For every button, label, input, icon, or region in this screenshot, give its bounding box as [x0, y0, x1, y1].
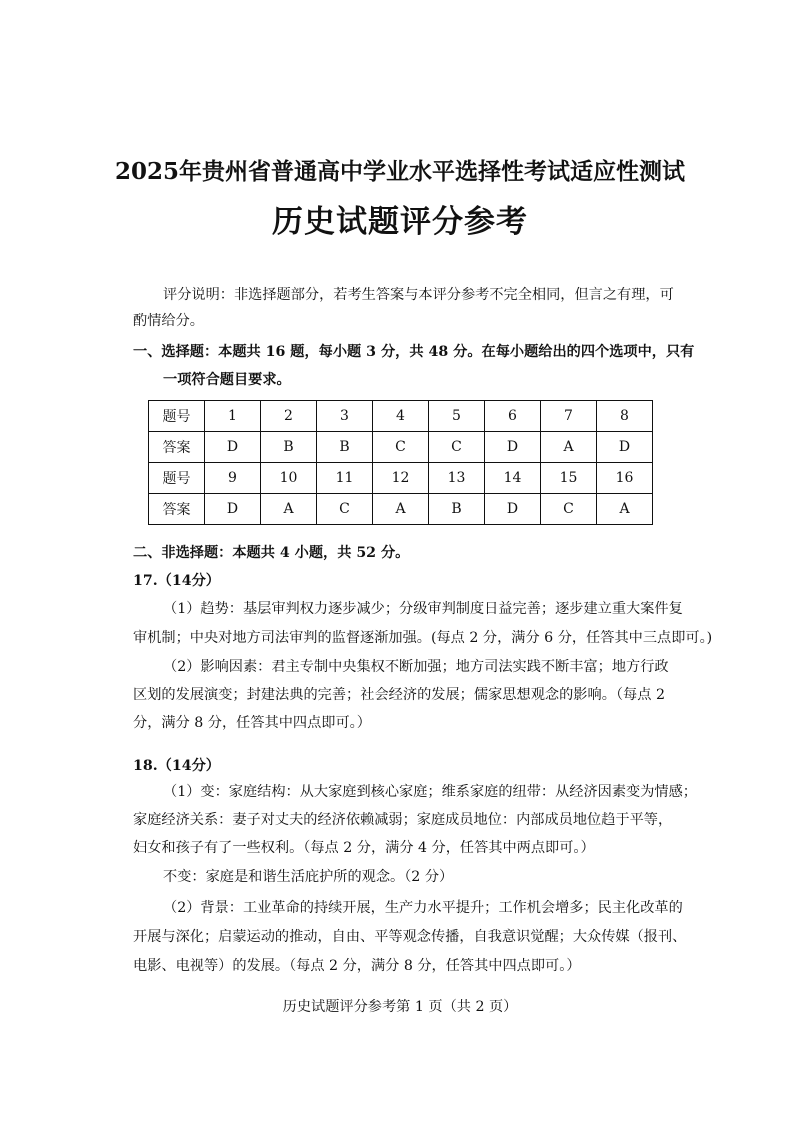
- table-cell: 1: [205, 401, 261, 432]
- document-subtitle: 历史试题评分参考: [272, 204, 528, 240]
- q18-p2: 不变：家庭是和谐生活庇护所的观念。（2 分）: [163, 869, 454, 885]
- table-cell: 6: [485, 401, 541, 432]
- q18-p1-line: （1）变：家庭结构：从大家庭到核心家庭；维系家庭的纽带：从经济因素变为情感；: [163, 784, 697, 800]
- table-cell: A: [373, 494, 429, 525]
- row-header-cell: 题号: [149, 463, 205, 494]
- document-title: 2025年贵州省普通高中学业水平选择性考试适应性测试: [114, 158, 685, 185]
- q18-p3-line: 开展与深化；启蒙运动的推动，自由、平等观念传播，自我意识觉醒；大众传媒（报刊、: [133, 929, 687, 945]
- q17-p2-line: 分，满分 8 分，任答其中四点即可。）: [133, 715, 371, 731]
- q17-p2-line: 区划的发展演变；封建法典的完善；社会经济的发展；儒家思想观念的影响。（每点 2: [133, 687, 665, 703]
- table-cell: 3: [317, 401, 373, 432]
- table-row: [149, 401, 653, 432]
- table-cell: B: [317, 432, 373, 463]
- table-cell: B: [261, 432, 317, 463]
- table-cell: 15: [541, 463, 597, 494]
- table-cell: D: [205, 494, 261, 525]
- table-cell: A: [261, 494, 317, 525]
- table-cell: C: [373, 432, 429, 463]
- table-row: [149, 463, 653, 494]
- table-cell: 16: [597, 463, 653, 494]
- intro-line: 酌情给分。: [133, 313, 204, 329]
- table-cell: A: [597, 494, 653, 525]
- q17-p1-line: （1）趋势：基层审判权力逐步减少；分级审判制度日益完善；逐步建立重大案件复: [163, 601, 683, 617]
- table-cell: 12: [373, 463, 429, 494]
- row-header-cell: 答案: [149, 494, 205, 525]
- q18-p3-line: 电影、电视等）的发展。（每点 2 分，满分 8 分，任答其中四点即可。）: [133, 958, 581, 974]
- q18-p3-line: （2）背景：工业革命的持续开展，生产力水平提升；工作机会增多；民主化改革的: [163, 900, 683, 916]
- intro-line: 评分说明：非选择题部分，若考生答案与本评分参考不完全相同，但言之有理，可: [163, 287, 674, 303]
- table-cell: 8: [597, 401, 653, 432]
- q17-p2-line: （2）影响因素：君主专制中央集权不断加强；地方司法实践不断丰富；地方行政: [163, 659, 669, 675]
- table-cell: B: [429, 494, 485, 525]
- table-cell: 5: [429, 401, 485, 432]
- table-row: [149, 494, 653, 525]
- q18-heading: 18.（14分）: [133, 758, 220, 774]
- table-cell: A: [541, 432, 597, 463]
- table-cell: C: [429, 432, 485, 463]
- table-cell: 14: [485, 463, 541, 494]
- table-row: [149, 432, 653, 463]
- section1-heading: 一项符合题目要求。: [163, 372, 291, 388]
- table-cell: 10: [261, 463, 317, 494]
- answer-table: [148, 400, 653, 525]
- section1-heading: 一、选择题：本题共 16 题，每小题 3 分，共 48 分。在每小题给出的四个选项中，只有: [133, 344, 695, 360]
- table-cell: 13: [429, 463, 485, 494]
- table-cell: D: [205, 432, 261, 463]
- row-header-cell: 题号: [149, 401, 205, 432]
- table-cell: 2: [261, 401, 317, 432]
- q18-p1-line: 家庭经济关系：妻子对丈夫的经济依赖减弱；家庭成员地位：内部成员地位趋于平等，: [133, 812, 673, 828]
- table-cell: C: [317, 494, 373, 525]
- q18-p1-line: 妇女和孩子有了一些权利。（每点 2 分，满分 4 分，任答其中两点即可。）: [133, 840, 595, 856]
- table-cell: D: [485, 494, 541, 525]
- table-cell: 7: [541, 401, 597, 432]
- table-cell: 9: [205, 463, 261, 494]
- table-cell: D: [485, 432, 541, 463]
- page-footer: 历史试题评分参考第 1 页（共 2 页）: [282, 999, 518, 1015]
- table-cell: C: [541, 494, 597, 525]
- row-header-cell: 答案: [149, 432, 205, 463]
- section2-heading: 二、非选择题：本题共 4 小题，共 52 分。: [133, 545, 410, 561]
- table-cell: 11: [317, 463, 373, 494]
- q17-heading: 17.（14分）: [133, 573, 220, 589]
- table-cell: 4: [373, 401, 429, 432]
- table-cell: D: [597, 432, 653, 463]
- q17-p1-line: 审机制；中央对地方司法审判的监督逐渐加强。(每点 2 分，满分 6 分，任答其中三点即可。): [133, 630, 713, 646]
